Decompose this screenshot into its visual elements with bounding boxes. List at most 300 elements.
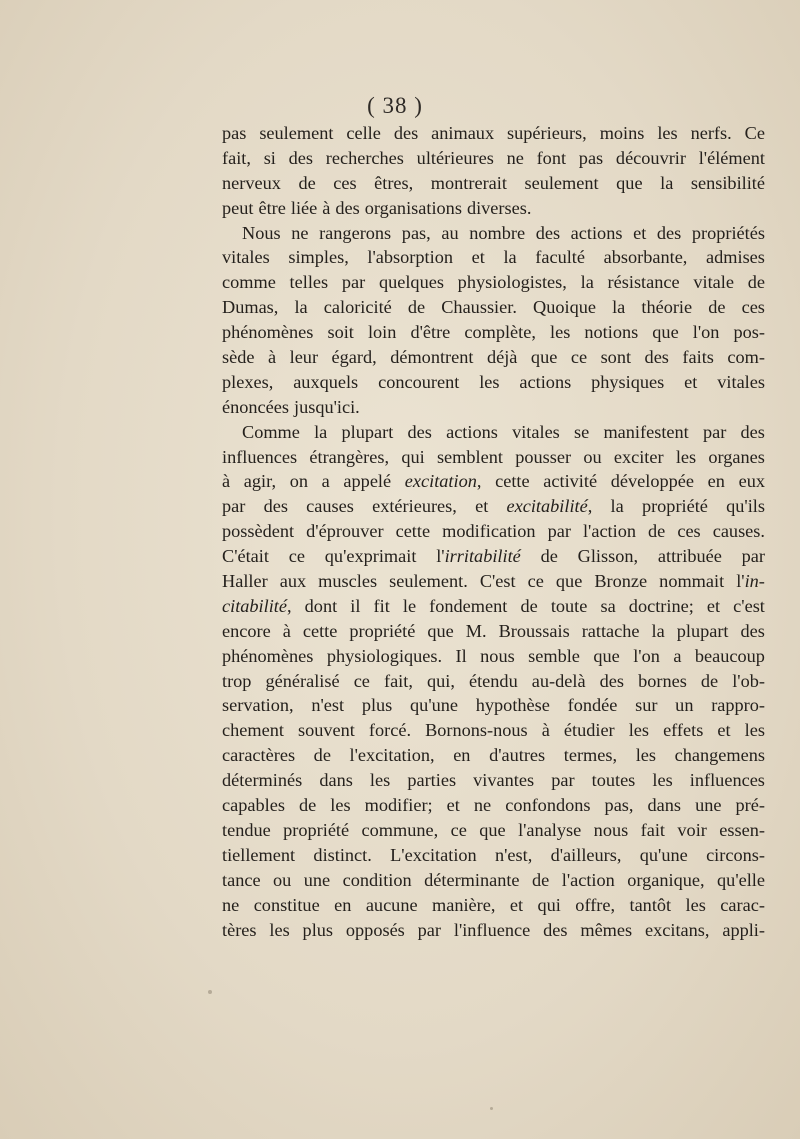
word: les — [269, 919, 290, 940]
word: sur — [635, 695, 658, 716]
word: pas, — [401, 222, 431, 243]
word: et — [633, 222, 647, 243]
word: organique, — [627, 869, 705, 890]
word: animaux — [431, 123, 495, 143]
word: Bronze — [594, 571, 648, 592]
word: que — [616, 172, 643, 193]
word: des — [740, 421, 765, 442]
word: n'est — [311, 695, 345, 716]
word: C'est — [479, 571, 516, 592]
word: une — [303, 869, 331, 890]
word: sa — [600, 595, 616, 616]
word: de — [298, 795, 317, 816]
text-line — [222, 196, 765, 221]
word: semble — [528, 645, 580, 666]
word: ou — [583, 446, 602, 467]
word: physiologiques. — [326, 645, 443, 666]
word: pas, — [604, 795, 634, 816]
word: circons- — [706, 844, 765, 865]
word: a — [673, 645, 682, 666]
word: des — [335, 197, 360, 218]
text-line — [222, 768, 765, 793]
text-line — [222, 743, 765, 768]
word: seulement — [524, 172, 599, 193]
text-line — [222, 146, 765, 171]
word: organes — [708, 446, 765, 467]
word: et — [684, 371, 698, 392]
word: l'action — [561, 869, 615, 890]
word: excitation, — [404, 471, 482, 492]
word: les — [550, 322, 571, 343]
word: par — [741, 546, 765, 567]
word: diverses. — [466, 197, 532, 218]
word: Ce — [744, 123, 765, 143]
word: vitales — [222, 247, 270, 268]
word: phénomènes — [222, 322, 314, 343]
word: des — [535, 222, 561, 243]
word: les — [479, 371, 500, 392]
word: l'excitation, — [349, 745, 435, 766]
word: a — [321, 471, 330, 492]
word: quelques — [378, 272, 444, 293]
text-line — [222, 868, 765, 893]
word: pos- — [733, 322, 765, 343]
word: à — [267, 347, 277, 368]
word: faits — [682, 347, 714, 368]
word: et — [509, 894, 524, 915]
word: un — [675, 695, 694, 716]
word: de — [747, 272, 765, 293]
word: tendue — [222, 819, 271, 840]
word: l'irritabilité — [436, 546, 521, 567]
word: capables — [222, 795, 285, 816]
word: possèdent — [222, 521, 295, 542]
word: leur — [289, 347, 319, 368]
word: font — [536, 147, 567, 168]
word: que — [530, 347, 558, 368]
word: tères — [222, 919, 257, 940]
word: modification — [442, 521, 536, 542]
word: ne — [291, 222, 309, 243]
word: extérieures, — [372, 496, 457, 517]
word: ce — [450, 819, 467, 840]
word: à — [282, 620, 291, 641]
word: excitans, — [645, 919, 710, 940]
word: démontrent — [390, 347, 474, 368]
text-line — [222, 818, 765, 843]
word: par — [341, 272, 366, 293]
word: qui — [401, 446, 425, 467]
word: agir, — [243, 471, 277, 492]
word: dont — [304, 595, 338, 616]
text-line — [222, 370, 765, 395]
word: l'ob- — [732, 670, 765, 691]
word: cette — [495, 471, 530, 492]
word: Broussais — [498, 620, 570, 641]
text-line — [222, 693, 765, 718]
word: de — [407, 297, 426, 318]
text-line — [222, 320, 765, 345]
text-line — [222, 221, 765, 246]
word: rangerons — [319, 222, 392, 243]
word: déjà — [486, 347, 518, 368]
word: moins — [599, 123, 645, 143]
word: aucune — [365, 894, 418, 915]
word: aux — [279, 571, 307, 592]
text-line — [222, 669, 765, 694]
word: la — [314, 421, 328, 442]
word: concourent — [378, 371, 460, 392]
word: et — [471, 247, 485, 268]
word: fit — [373, 595, 390, 616]
word: de — [313, 745, 331, 766]
word: à — [322, 197, 331, 218]
word: Glisson, — [577, 546, 639, 567]
word: en — [707, 471, 725, 492]
word: celle — [346, 123, 381, 143]
word: forcé. — [368, 720, 412, 741]
word: ce — [353, 670, 370, 691]
word: la — [503, 247, 517, 268]
word: tiellement — [222, 844, 296, 865]
word: seulement — [259, 123, 334, 143]
word: de — [700, 670, 719, 691]
word: théorie — [641, 297, 693, 318]
word: carac- — [720, 894, 765, 915]
word: ces — [677, 521, 701, 542]
word: la — [610, 496, 624, 517]
word: manifestent — [603, 421, 689, 442]
text-line — [222, 718, 765, 743]
word: qui, — [426, 670, 455, 691]
word: auxquels — [293, 371, 359, 392]
paper-speck — [208, 990, 212, 994]
word: les — [657, 123, 678, 143]
word: déterminante — [424, 869, 520, 890]
word: pas — [578, 147, 604, 168]
word: nerfs. — [690, 123, 732, 143]
word: fait — [640, 819, 665, 840]
word: ultérieures — [416, 147, 494, 168]
word: les — [685, 894, 706, 915]
text-line — [222, 345, 765, 370]
word: ce — [570, 347, 588, 368]
word: sont — [600, 347, 632, 368]
word: de — [540, 546, 558, 567]
word: toutes — [591, 770, 636, 791]
word: exciter — [613, 446, 664, 467]
word: causes — [306, 496, 354, 517]
word: énoncées — [222, 396, 289, 417]
word: attribuée — [657, 546, 722, 567]
word: des — [393, 123, 419, 143]
word: Comme — [242, 421, 300, 442]
word: commune, — [361, 819, 439, 840]
word: généralisé — [265, 670, 340, 691]
word: opposés — [345, 919, 405, 940]
text-line — [222, 918, 765, 943]
word: par — [702, 421, 727, 442]
word: actions — [570, 222, 623, 243]
word: dans — [647, 795, 682, 816]
word: que — [427, 620, 454, 641]
word: qu'ils — [726, 496, 765, 517]
word: n'est, — [495, 844, 533, 865]
word: confondons — [505, 795, 591, 816]
word: causes. — [712, 521, 765, 542]
word: le — [402, 595, 417, 616]
word: modifier; — [364, 795, 433, 816]
word: si — [263, 147, 276, 168]
word: de — [298, 172, 316, 193]
word: égard, — [331, 347, 377, 368]
word: l'on — [692, 322, 720, 343]
word: muscles — [318, 571, 378, 592]
word: de — [532, 869, 550, 890]
word: souvent — [297, 720, 355, 741]
word: ces — [333, 172, 357, 193]
word: les — [675, 446, 697, 467]
word: nous — [480, 645, 515, 666]
word: complète, — [464, 322, 536, 343]
word: la — [294, 297, 308, 318]
word: et — [475, 496, 489, 517]
word: toute — [550, 595, 588, 616]
word: que — [555, 571, 583, 592]
text-line — [222, 569, 765, 594]
word: propriété — [283, 819, 350, 840]
word: com- — [727, 347, 765, 368]
word: distinct. — [313, 844, 372, 865]
word: des — [740, 620, 765, 641]
word: l'élément — [698, 147, 765, 168]
word: que — [593, 645, 620, 666]
word: par — [417, 919, 441, 940]
text-line — [222, 644, 765, 669]
word: des — [407, 421, 432, 442]
word: de — [708, 297, 726, 318]
word: offre, — [575, 894, 616, 915]
word: étudier — [563, 720, 615, 741]
word: à — [222, 471, 231, 492]
word: à — [541, 720, 550, 741]
word: qu'elle — [717, 869, 765, 890]
word: comme — [222, 272, 276, 293]
word: les — [330, 795, 351, 816]
word: vitales — [512, 421, 560, 442]
word: les — [744, 720, 765, 741]
word: plexes, — [222, 371, 274, 392]
word: nombre — [469, 222, 526, 243]
word: en — [453, 745, 471, 766]
word: montrerait — [430, 172, 507, 193]
word: loin — [367, 322, 397, 343]
word: bornes — [638, 670, 687, 691]
word: Bornons-nous — [425, 720, 528, 741]
word: sède — [222, 347, 255, 368]
word: être — [258, 197, 286, 218]
word: phénomènes — [222, 645, 314, 666]
word: appelé — [343, 471, 392, 492]
text-line — [222, 793, 765, 818]
word: ne — [506, 147, 524, 168]
word: servation, — [222, 695, 294, 716]
word: effets — [663, 720, 704, 741]
word: les — [369, 770, 391, 791]
word: C'était — [222, 546, 269, 567]
word: ne — [222, 894, 240, 915]
text-line — [222, 270, 765, 295]
word: doctrine; — [628, 595, 694, 616]
word: qu'une — [410, 695, 459, 716]
word: manière, — [432, 894, 496, 915]
text-line — [222, 619, 765, 644]
word: des — [656, 222, 682, 243]
text-line — [222, 469, 765, 494]
word: Haller — [222, 571, 268, 592]
word: citabilité, — [222, 595, 292, 616]
word: des — [263, 496, 288, 517]
word: l'absorption — [367, 247, 453, 268]
word: étendu — [468, 670, 518, 691]
word: activité — [543, 471, 598, 492]
word: appli- — [722, 919, 765, 940]
word: condition — [342, 869, 412, 890]
word: d'ailleurs, — [550, 844, 622, 865]
word: telles — [289, 272, 329, 293]
word: dans — [319, 770, 353, 791]
text-line — [222, 445, 765, 470]
word: admises — [706, 247, 765, 268]
page-number: ( 38 ) — [367, 93, 423, 118]
word: découvrir — [615, 147, 686, 168]
word: des — [599, 670, 625, 691]
word: fondée — [567, 695, 618, 716]
word: influences — [222, 446, 298, 467]
text-line — [222, 295, 765, 320]
word: Il — [455, 645, 467, 666]
word: trop — [222, 670, 252, 691]
word: des — [543, 919, 568, 940]
word: que — [652, 322, 679, 343]
word: supérieurs, — [507, 123, 587, 143]
word: pas — [222, 123, 247, 143]
text-line — [222, 893, 765, 918]
word: faculté — [535, 247, 585, 268]
word: propriété — [641, 496, 708, 517]
word: au-delà — [531, 670, 586, 691]
word: et — [706, 595, 721, 616]
word: c'est — [733, 595, 765, 616]
word: on — [289, 471, 308, 492]
word: plupart — [341, 421, 394, 442]
word: qu'exprimait — [324, 546, 417, 567]
word: termes, — [563, 745, 618, 766]
word: l'in- — [736, 571, 765, 592]
text-line — [222, 395, 765, 420]
word: influences — [689, 770, 765, 791]
word: les — [652, 770, 673, 791]
text-line — [222, 494, 765, 519]
word: les — [635, 745, 656, 766]
word: mêmes — [580, 919, 633, 940]
word: L'excitation — [390, 844, 477, 865]
word: ou — [273, 869, 292, 890]
word: absorbante, — [603, 247, 688, 268]
word: caractères — [222, 745, 296, 766]
word: seulement. — [389, 571, 468, 592]
word: notions — [584, 322, 639, 343]
word: par — [551, 770, 575, 791]
word: la — [580, 272, 594, 293]
word: ce — [527, 571, 544, 592]
word: des — [644, 347, 669, 368]
word: caloricité — [323, 297, 392, 318]
word: eux — [738, 471, 765, 492]
text-line — [222, 171, 765, 196]
word: résistance — [607, 272, 680, 293]
word: l'on — [633, 645, 660, 666]
word: M. — [465, 620, 487, 641]
word: vitales — [717, 371, 765, 392]
word: une — [695, 795, 722, 816]
word: simples, — [288, 247, 349, 268]
word: des — [288, 147, 314, 168]
word: au — [441, 222, 459, 243]
word: propriétés — [691, 222, 765, 243]
word: propriété — [349, 620, 416, 641]
word: d'éprouver — [306, 521, 384, 542]
word: parties — [407, 770, 457, 791]
word: actions — [519, 371, 572, 392]
word: l'analyse — [518, 819, 582, 840]
word: ces — [741, 297, 765, 318]
word: la — [612, 297, 626, 318]
word: beaucoup — [694, 645, 765, 666]
word: l'influence — [453, 919, 531, 940]
word: sensibilité — [690, 172, 765, 193]
word: changemens — [674, 745, 765, 766]
word: déterminés — [222, 770, 303, 791]
word: jusqu'ici. — [294, 396, 360, 417]
word: hypothèse — [475, 695, 550, 716]
text-line — [222, 121, 765, 146]
word: de — [520, 595, 538, 616]
word: fondement — [429, 595, 508, 616]
text-line — [222, 245, 765, 270]
word: êtres, — [374, 172, 414, 193]
word: nerveux — [222, 172, 281, 193]
word: la — [660, 172, 674, 193]
word: tantôt — [629, 894, 672, 915]
word: cette — [395, 521, 431, 542]
text-line — [222, 544, 765, 569]
word: plus — [361, 695, 393, 716]
word: la — [651, 620, 665, 641]
word: que — [479, 819, 506, 840]
word: Dumas, — [222, 297, 279, 318]
word: tance — [222, 869, 261, 890]
word: et — [717, 720, 731, 741]
word: de — [648, 521, 666, 542]
word: ne — [473, 795, 492, 816]
word: voir — [677, 819, 707, 840]
word: excitabilité, — [506, 496, 593, 517]
text-line — [222, 594, 765, 619]
word: physiques — [591, 371, 665, 392]
word: fait, — [222, 147, 251, 168]
word: étrangères, — [309, 446, 390, 467]
